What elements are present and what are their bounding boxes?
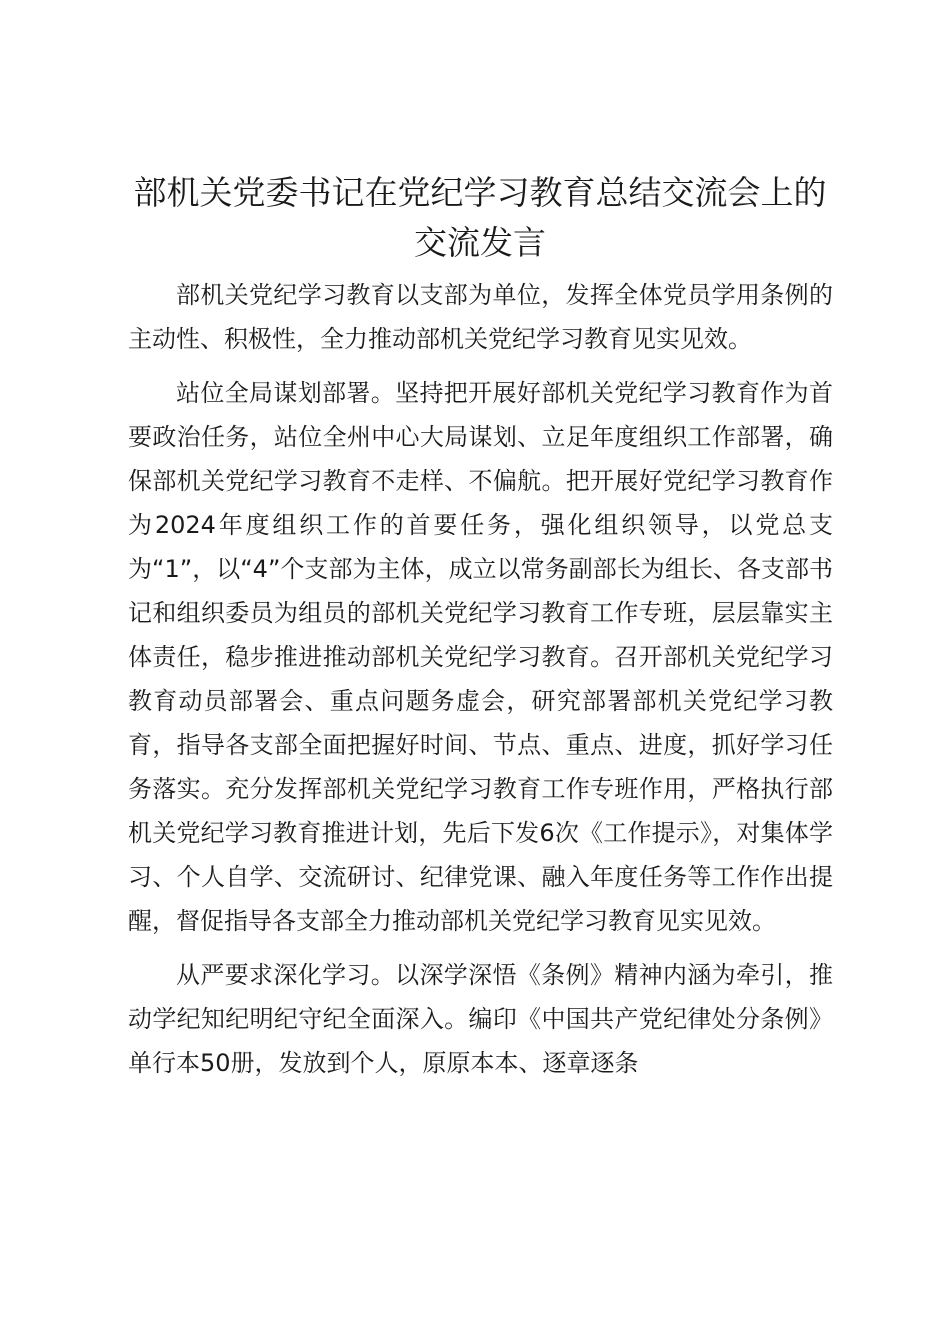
document-body — [128, 273, 833, 1095]
paragraph-intro: 部机关党纪学习教育以支部为单位，发挥全体党员学用条例的主动性、积极性，全力推动部机关党纪学习教育见实见效。 — [128, 281, 833, 353]
document-title: 部机关党委书记在党纪学习教育总结交流会上的交流发言 — [133, 173, 827, 262]
paragraph-planning: 站位全局谋划部署。坚持把开展好部机关党纪学习教育作为首要政治任务，站位全州中心大局谋划、立足年度组织工作部署，确保部机关党纪学习教育不走样、不偏航。把开展好党纪学习教育作为2024年度组织工作的首要任务，强化组织领导，以党总支为“1”，以“4”个支部为主体，成立以常务副部长为组长、各支部书记和组织委员为组员的部机关党纪学习教育工作专班，层层靠实主体责任，稳步推进推动部机关党纪学习教育。召开部机关党纪学习教育动员部署会、重点问题务虚会，研究部署部机关党纪学习教育，指导各支部全面把握好时间、节点、重点、进度，抓好学习任务落实。充分发挥部机关党纪学习教育工作专班作用，严格执行部机关党纪学习教育推进计划，先后下发6次《工作提示》，对集体学习、个人自学、交流研讨、纪律党课、融入年度任务等工作作出提醒，督促指导各支部全力推动部机关党纪学习教育见实见效。 — [128, 379, 833, 935]
paragraph-study: 从严要求深化学习。以深学深悟《条例》精神内涵为牵引，推动学纪知纪明纪守纪全面深入。编印《中国共产党纪律处分条例》单行本50册，发放到个人，原原本本、逐章逐条 — [128, 961, 833, 1077]
